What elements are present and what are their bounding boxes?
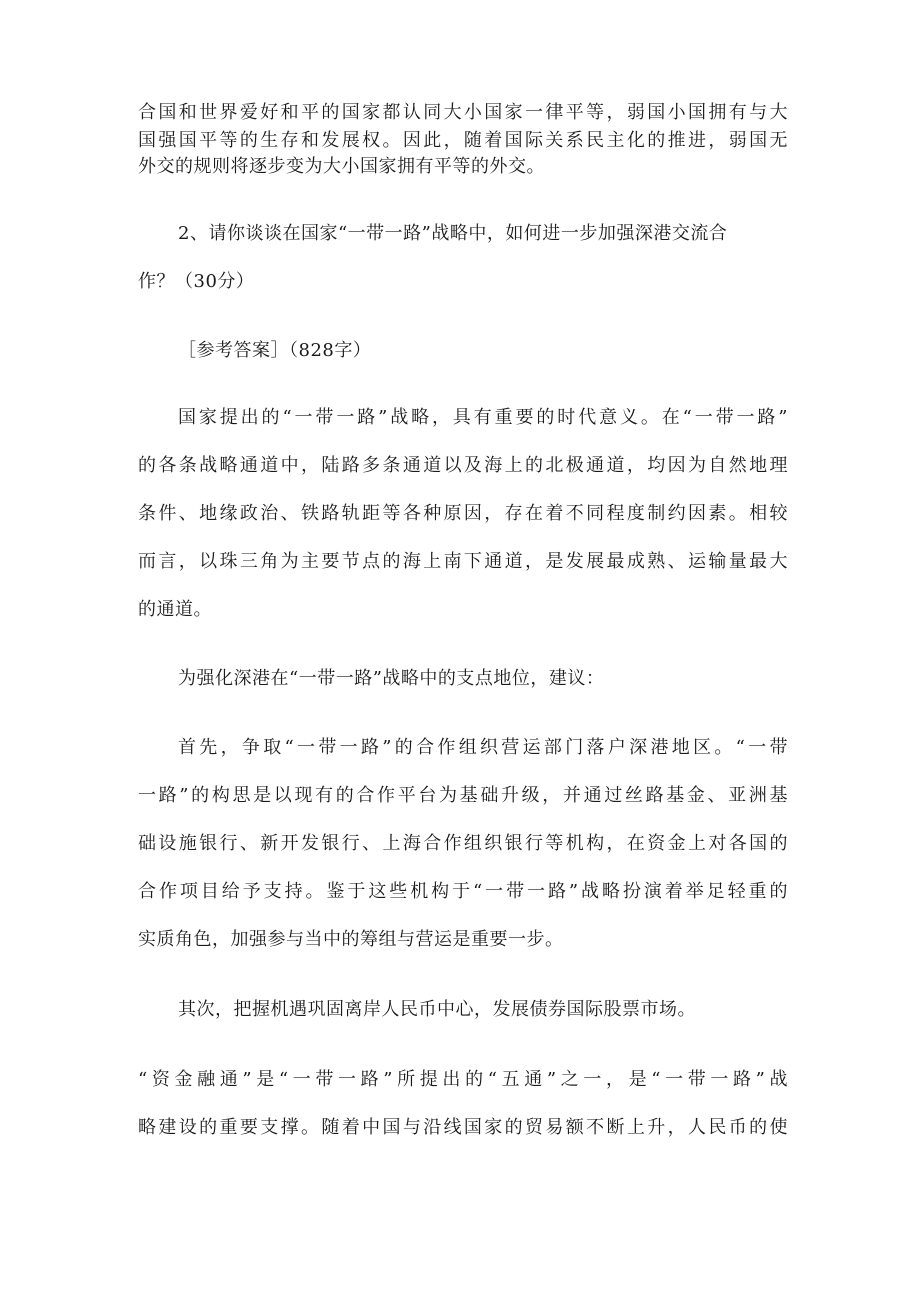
- question-line-2: 作？（30分）: [138, 271, 255, 292]
- para3-line-4: 合作项目给予支持。鉴于这些机构于“一带一路”战略扮演着举足轻重的: [138, 881, 788, 902]
- para4-line: 其次，把握机遇巩固离岸人民币中心，发展债券国际股票市场。: [178, 999, 696, 1020]
- question-line-1: 2、请你谈谈在国家“一带一路”战略中，如何进一步加强深港交流合: [178, 223, 728, 244]
- para1-line-3: 条件、地缘政治、铁路轨距等各种原因，存在着不同程度制约因素。相较: [138, 503, 788, 524]
- intro-line-2: 国强国平等的生存和发展权。因此，随着国际关系民主化的推进，弱国无: [138, 130, 788, 151]
- para1-line-2: 的各条战略通道中，陆路多条通道以及海上的北极通道，均因为自然地理: [138, 455, 788, 476]
- para2-line: 为强化深港在“一带一路”战略中的支点地位，建议：: [178, 668, 605, 689]
- para3-line-2: 一路”的构思是以现有的合作平台为基础升级，并通过丝路基金、亚洲基: [138, 785, 788, 806]
- para5-line-2: 略建设的重要支撑。随着中国与沿线国家的贸易额不断上升，人民币的使: [138, 1117, 788, 1138]
- para3-line-3: 础设施银行、新开发银行、上海合作组织银行等机构，在资金上对各国的: [138, 833, 788, 854]
- intro-line-3: 外交的规则将逐步变为大小国家拥有平等的外交。: [138, 156, 545, 177]
- para3-line-5: 实质角色，加强参与当中的筹组与营运是重要一步。: [138, 929, 564, 950]
- para1-line-5: 的通道。: [138, 599, 212, 620]
- para3-line-1: 首先，争取“一带一路”的合作组织营运部门落户深港地区。“一带: [178, 737, 788, 758]
- para1-line-4: 而言，以珠三角为主要节点的海上南下通道，是发展最成熟、运输量最大: [138, 551, 788, 572]
- intro-line-1: 合国和世界爱好和平的国家都认同大小国家一律平等，弱国小国拥有与大: [138, 102, 788, 123]
- answer-heading: ［参考答案］（828字）: [178, 340, 372, 361]
- para5-line-1: “资金融通”是“一带一路”所提出的“五通”之一，是“一带一路”战: [138, 1069, 788, 1090]
- para1-line-1: 国家提出的“一带一路”战略，具有重要的时代意义。在“一带一路”: [178, 407, 788, 428]
